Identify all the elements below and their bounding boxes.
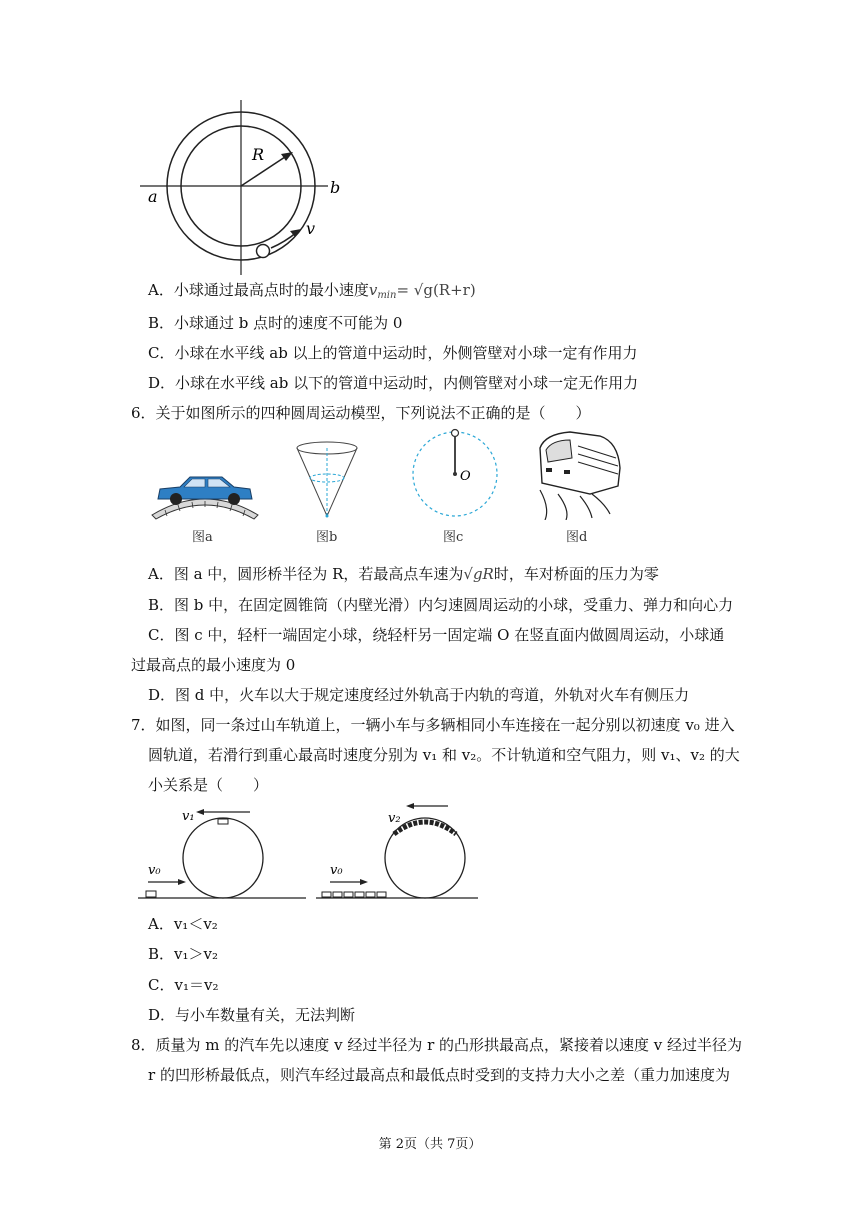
q5-tube-figure bbox=[140, 95, 350, 275]
car-wheel-front bbox=[170, 493, 182, 505]
page-footer: 第 2页（共 7页） bbox=[378, 1137, 482, 1152]
car-train-bottom bbox=[322, 892, 386, 897]
loop-left bbox=[183, 818, 263, 898]
fig-label-c: 图c bbox=[443, 530, 464, 545]
fig-label-b: 图b bbox=[316, 530, 338, 545]
arrowhead-v1 bbox=[196, 809, 204, 815]
q7-stem-line2: 圆轨道，若滑行到重心最高时速度分别为 v₁ 和 v₂。不计轨道和空气阻力，则 v₁、v₂ 的大 bbox=[148, 746, 740, 764]
q6-option-d: D．图 d 中，火车以大于规定速度经过外轨高于内轨的弯道，外轨对火车有侧压力 bbox=[148, 686, 690, 704]
q5-option-b: B．小球通过 b 点时的速度不可能为 0 bbox=[148, 314, 403, 332]
train-headlight-left bbox=[546, 468, 552, 472]
label-O: O bbox=[460, 469, 471, 484]
q6-figure-d bbox=[530, 428, 625, 520]
q7-option-b: B．v₁＞v₂ bbox=[148, 945, 218, 963]
q7-option-d: D．与小车数量有关，无法判断 bbox=[148, 1006, 356, 1024]
single-car-bottom bbox=[146, 891, 156, 897]
q8-stem-line2: r 的凹形桥最低点，则汽车经过最高点和最低点时受到的支持力大小之差（重力加速度为 bbox=[148, 1066, 730, 1084]
q6-option-c-line2: 过最高点的最小速度为 0 bbox=[131, 656, 296, 674]
q7-loop-figure bbox=[138, 800, 478, 902]
rod-ball bbox=[452, 430, 459, 437]
q6-option-a-text: A．图 a 中，圆形桥半径为 R，若最高点车速为 bbox=[148, 565, 464, 583]
q5-option-d: D．小球在水平线 ab 以下的管道中运动时，内侧管壁对小球一定无作用力 bbox=[148, 374, 639, 392]
label-R: R bbox=[252, 145, 265, 164]
q5-option-c: C．小球在水平线 ab 以上的管道中运动时，外侧管壁对小球一定有作用力 bbox=[148, 344, 638, 362]
cone-right-side bbox=[327, 448, 357, 516]
q6-figure-a bbox=[150, 465, 260, 520]
q7-stem-line1: 7．如图，同一条过山车轨道上，一辆小车与多辆相同小车连接在一起分别以初速度 v₀ 进入 bbox=[131, 716, 735, 734]
q6-option-c-line1: C．图 c 中，轻杆一端固定小球，绕轻杆另一固定端 O 在竖直面内做圆周运动，小球通 bbox=[148, 626, 725, 644]
q7-option-c: C．v₁＝v₂ bbox=[148, 976, 219, 994]
radius-arrowhead bbox=[281, 152, 293, 161]
label-v: v bbox=[306, 219, 316, 238]
formula-sub-min: min bbox=[377, 290, 397, 301]
q6-option-a bbox=[148, 564, 659, 584]
fig-label-a: 图a bbox=[192, 530, 213, 545]
car-wheel-rear bbox=[228, 493, 240, 505]
label-v0-right: v₀ bbox=[330, 863, 343, 878]
pivot-O bbox=[453, 472, 457, 476]
cone-ball bbox=[326, 515, 329, 518]
formula-v: v bbox=[368, 281, 378, 299]
q6-option-a-formula: √gR bbox=[463, 565, 494, 583]
arrowhead-v0-left bbox=[178, 879, 186, 885]
fig-label-d: 图d bbox=[566, 530, 588, 545]
q6-stem: 6．关于如图所示的四种圆周运动模型，下列说法不正确的是（ ） bbox=[131, 404, 591, 422]
train-headlight-right bbox=[564, 470, 570, 474]
arrowhead-v0-right bbox=[360, 879, 368, 885]
curved-rails bbox=[540, 490, 610, 520]
arrowhead-v2 bbox=[406, 803, 414, 809]
label-v0-left: v₀ bbox=[148, 863, 161, 878]
single-car-top bbox=[218, 819, 228, 824]
q8-stem-line1: 8．质量为 m 的汽车先以速度 v 经过半径为 r 的凸形拱最高点，紧接着以速度 v 经过半径为 bbox=[131, 1036, 743, 1054]
q5-option-a bbox=[148, 280, 476, 306]
q5-option-a-text: A．小球通过最高点时的最小速度 bbox=[148, 281, 369, 299]
label-v2: v₂ bbox=[388, 811, 401, 826]
radius-arrow bbox=[241, 155, 288, 186]
q6-figure-c bbox=[405, 428, 505, 520]
q6-option-a-post: 时，车对桥面的压力为零 bbox=[493, 565, 659, 583]
q5-option-a-formula bbox=[369, 281, 476, 299]
q7-stem-line3: 小关系是（ ） bbox=[148, 776, 269, 794]
label-b: b bbox=[330, 178, 341, 197]
label-a: a bbox=[148, 187, 158, 206]
formula-rest: = √g(R+r) bbox=[396, 281, 476, 299]
ball bbox=[257, 245, 270, 258]
q6-figure-b bbox=[292, 440, 362, 520]
label-v1: v₁ bbox=[182, 809, 195, 824]
q6-option-b: B．图 b 中，在固定圆锥筒（内壁光滑）内匀速圆周运动的小球，受重力、弹力和向心力 bbox=[148, 596, 734, 614]
q7-option-a: A．v₁＜v₂ bbox=[148, 915, 218, 933]
